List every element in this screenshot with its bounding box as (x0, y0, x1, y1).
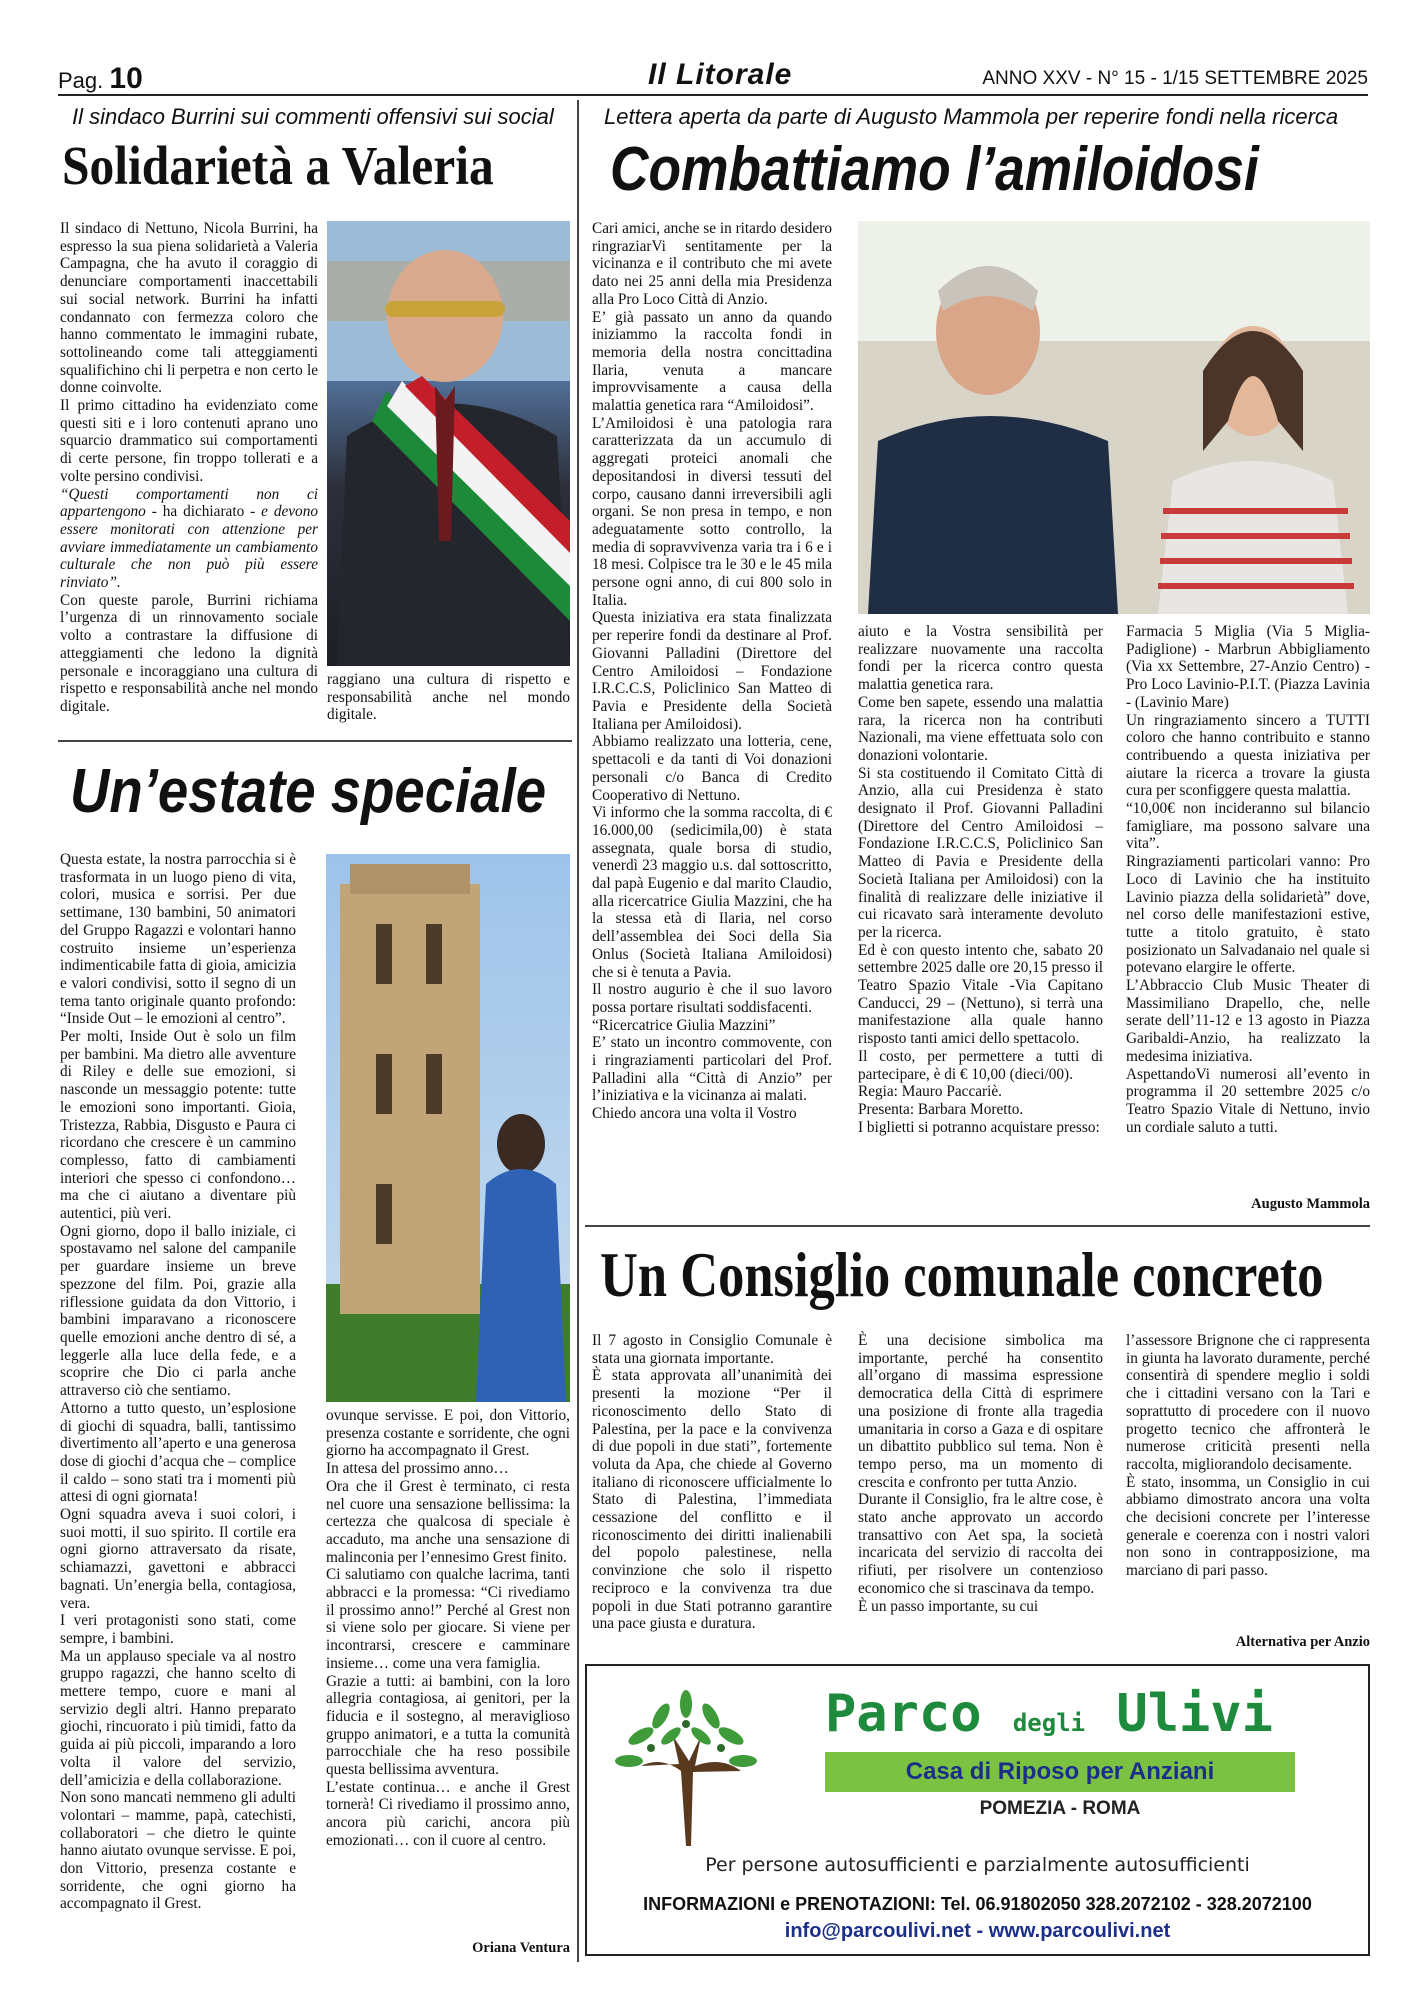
mammola-mazzini-photo-illustration (858, 221, 1370, 614)
a4-col1: Il 7 agosto in Consiglio Comunale è stata una giornata importante. È stata approvata all’unanimità dei presenti la mozione “Per il riconoscimento dello Stato di Palestina, per la pace e la convivenza di due popoli in due stati”, fortemente voluta da Apa, che chiede al Governo italiano di riconoscere ufficialmente lo Stato di Palestina, l’immediata cessazione del conflitto e il riconoscimento dei diritti inalienabili del popolo palestinese, nella convinzione che solo il rispetto reciproco e la convivenza tra due popoli in due Stati potranno garantire una pace giusta e duratura. (592, 1332, 832, 1633)
rule (58, 740, 572, 742)
rule (585, 1225, 1370, 1227)
a3-col3: Farmacia 5 Miglia (Via 5 Miglia-Padiglione) - Marbrun Abbigliamento (Via xx Settembre, 27-Anzio Centro) - Pro Loco Lavinio-P.I.T. (Piazza Lavinia - (Lavinio Mare) Un ringraziamento sincero a TUTTI coloro che hanno contribuito e stanno contribuendo a questa iniziativa per aiutare la ricerca a trovare la giusta cura per sconfiggere questa malattia. “10,00€ non incideranno sul bilancio famigliare, ma possono salvare una vita”. Ringraziamenti particolari vanno: Pro Loco di Lavinio che ha instituito Lavinio piazza della solidarietà” dove, nel corso delle manifestazioni estive, tutte a titolo gratuito, è stato posizionato un Salvadanaio nel quale si potevano elargire le offerte. L’Abbraccio Club Music Theater di Massimiliano Drapello, che, nelle serate dell’11-12 e 13 agosto in Piazza Garibaldi-Anzio, ha realizzato la medesima iniziativa. AspettandoVi numerosi all’evento in programma il 20 settembre 2025 c/o Teatro Spazio Vitale di Nettuno, invio un cordiale saluto a tutti. (1126, 623, 1370, 1136)
a1-body-tail: raggiano una cultura di rispetto e responsabilità anche nel mondo digitale. (327, 671, 570, 724)
mayor-photo-illustration (327, 221, 570, 666)
bell-tower-photo-illustration (326, 854, 570, 1402)
a4-signature: Alternativa per Anzio (1235, 1634, 1370, 1650)
a2-col1: Questa estate, la nostra parrocchia si è trasformata in un luogo pieno di vita, colori, musica e sorrisi. Per due settimane, 130 bambini, 50 animatori del Gruppo Ragazzi e volontari hanno costruito insieme un’esperienza indimenticabile fatta di gioia, amicizia e valori condivisi, sotto il segno di un tema tanto originale quanto profondo: “Inside Out – le emozioni al centro”. Per molti, Inside Out è solo un film per bambini. Ma dietro alle avventure di Riley e delle sue emozioni, si nasconde un messaggio potente: tutte le emozioni sono importanti. Gioia, Tristezza, Rabbia, Disgusto e Paura ci ricordano che crescere è un cammino complesso, fatto di cambiamenti interiori che spesso ci confondono… ma che ci aiutano a diventare più autentici, più veri. Ogni giorno, dopo il ballo iniziale, ci spostavamo nel salone del campanile per guardare insieme un breve spezzone del film. Poi, grazie alla riflessione guidata da don Vittorio, i bambini imparavano a riconoscere quelle emozioni anche dentro di sé, a leggerle alla luce della fede, e a scoprire che Dio ci parla anche attraverso ciò che sentiamo. Attorno a tutto questo, un’esplosione di giochi di squadra, balli, tantissimo divertimento all’aperto e una generosa dose di giochi d’acqua che – complice il caldo – sono stati tra i momenti più attesi di ogni giornata! Ogni squadra aveva i suoi colori, i suoi motti, il suo spirito. Il cortile era ogni giorno attraversato da risate, schiamazzi, gavettoni e abbracci bagnati. Un’energia bella, contagiosa, vera. I veri protagonisti sono stati, come sempre, i bambini. Ma un applauso speciale va al nostro gruppo ragazzi, che hanno scelto di mettere tempo, cuore e mani al servizio degli altri. Hanno preparato giochi, rincuorato i più timidi, fatto da guida ai più piccoli, imparando a loro volta il valore del servizio, dell’amicizia e della collaborazione. Non sono mancati nemmeno gli adulti volontari – mamme, papà, catechisti, collaboratori – che dietro le quinte hanno aiutato ovunque servisse. E poi, don Vittorio, presenza costante e sorridente, che ogni giorno ha accompagnato il Grest. (60, 851, 296, 1913)
a1-photo (327, 221, 570, 666)
a3-col1: Cari amici, anche se in ritardo desidero ringraziarVi sentitamente per la vicinanza e il contributo che mi avete dato nei 25 anni della mia Presidenza alla Pro Loco Città di Anzio. E’ già passato un anno da quando iniziammo la raccolta fondi in memoria della nostra concittadina Ilaria, venuta a mancare improvvisamente a causa della malattia genetica rara “Amiloidosi”. L’Amiloidosi è una patologia rara caratterizzata da un accumulo di aggregati proteici anomali che depositandosi in diversi tessuti del corpo, causano danni irreversibili agli organi. Se non presa in tempo, e non adeguatamente sotto controllo, la media di sopravvivenza varia tra i 6 e i 18 mesi. Colpisce tra le 30 e le 45 mila persone ogni anno, di cui 800 solo in Italia. Questa iniziativa era stata finalizzata per reperire fondi da destinare al Prof. Giovanni Palladini (Direttore del Centro Amiloidosi – Fondazione I.R.C.C.S, Policlinico San Matteo di Pavia e Presidente della Società Italiana per Amiloidosi). Abbiamo realizzato una lotteria, cene, spettacoli e da tanti di Voi donazioni personali c/o Banca di Credito Cooperativo di Nettuno. Vi informo che la somma raccolta, di € 16.000,00 (sedicimila,00) è stata assegnata, quale borsa di studio, venerdì 23 maggio u.s. dal sottoscritto, dal papà Eugenio e dal marito Claudio, alla ricercatrice Giulia Mazzini, che ha la stessa età di Ilaria, nel corso dell’assemblea dei Soci della Sia Onlus (Società Italiana Amiloidosi) che si è tenuta a Pavia. Il nostro augurio è che il suo lavoro possa portare risultati soddisfacenti. “Ricercatrice Giulia Mazzini” E’ stato un incontro commovente, con i ringraziamenti particolari del Prof. Palladini alla “Città di Anzio” per l’iniziativa e la vicinanza ai malati. Chiedo ancora una volta il Vostro (592, 220, 832, 1123)
a3-signature: Augusto Mammola (1251, 1196, 1370, 1212)
a2-col2: ovunque servisse. E poi, don Vittorio, presenza costante e sorridente, che ogni giorno ha accompagnato il Grest. In attesa del prossimo anno… Ora che il Grest è terminato, ci resta nel cuore una sensazione bellissima: la certezza che qualcosa di speciale è accaduto, ma anche una sensazione di malinconia per l’ennesimo Grest finito. Ci salutiamo con qualche lacrima, tanti abbracci e la promessa: “Ci rivediamo il prossimo anno!” Perché al Grest non si viene solo per giocare. Si viene per incontrarsi, crescere e camminare insieme… come una vera famiglia. Grazie a tutti: ai bambini, con la loro allegria contagiosa, ai genitori, per la fiducia e il sostegno, al meraviglioso gruppo animatori, e a tutta la comunità parrocchiale che ha reso possibile questa bellissima avventura. L’estate continua… e anche il Grest tornerà! Ci rivediamo il prossimo anno, ancora più carichi, ancora più emozionati… con il cuore al centro. (326, 1407, 570, 1849)
column-rule (577, 100, 579, 1962)
ad-subtitle: Casa di Riposo per Anziani (825, 1752, 1295, 1792)
a3-col2: aiuto e la Vostra sensibilità per realizzare nuovamente una raccolta fondi per la ricerca contro questa malattia genetica rara. Come ben sapete, essendo una malattia rara, la ricerca non ha contributi Nazionali, ma viene effettuata solo con donazioni volontarie. Si sta costituendo il Comitato Città di Anzio, alla cui Presidenza è stato designato il Prof. Giovanni Palladini (Direttore del Centro Amiloidosi – Fondazione I.R.C.C.S, Policlinico San Matteo di Pavia e Presidente della Società Italiana per Amiloidosi) con la finalità di realizzare delle iniziative il cui ricavato sarà interamente devoluto per la ricerca. Ed è con questo intento che, sabato 20 settembre 2025 dalle ore 20,15 presso il Teatro Spazio Vitale -Via Capitano Canducci, 29 – (Nettuno), si terrà una manifestazione alla quale hanno risposto tanti amici dello spettacolo. Il costo, per permettere a tutti di partecipare, è di € 10,00 (dieci/00). Regia: Mauro Paccariè. Presenta: Barbara Moretto. I biglietti si potranno acquistare presso: (858, 623, 1103, 1136)
a1-body: Il sindaco di Nettuno, Nicola Burrini, ha espresso la sua piena solidarietà a Valeria Campagna, che ha avuto il coraggio di denunciare comportamenti inaccettabili sui social network. Burrini ha infatti condannato con fermezza coloro che hanno commentato le immagini rubate, sottolineando come tali atteggiamenti squalifichino chi li perpetra e non certo le donne coinvolte. Il primo cittadino ha evidenziato come questi siti e i loro contenuti aprano uno squarcio drammatico sui comportamenti di certe persone, fin troppo tollerati e a volte persino condivisi. “Questi comportamenti non ci appartengono - ha dichiarato - e devono essere monitorati con attenzione per avviare immediatamente un cambiamento culturale che non può più essere rinviato”. Con queste parole, Burrini richiama l’urgenza di un rinnovamento sociale volto a contrastare la diffusione di atteggiamenti che ledono la dignità personale e incoraggiano una cultura di rispetto e responsabilità anche nel mondo digitale. (60, 220, 319, 715)
issue-info: ANNO XXV - N° 15 - 1/15 SETTEMBRE 2025 (982, 68, 1368, 89)
olive-tree-logo (601, 1676, 771, 1846)
page-number: Pag. 10 (58, 62, 143, 95)
a4-title: Un Consiglio comunale concreto (600, 1239, 1324, 1310)
ad-web-link[interactable]: info@parcoulivi.net - www.parcoulivi.net (784, 1920, 1171, 1942)
a2-photo (326, 854, 570, 1402)
ad-brand: Parco degli Ulivi (825, 1684, 1273, 1744)
a3-kicker: Lettera aperta da parte di Augusto Mammola per reperire fondi nella ricerca (604, 104, 1339, 129)
page-header (58, 58, 1368, 96)
ad-contact: INFORMAZIONI e PRENOTAZIONI: Tel. 06.91802050 328.2072102 - 328.2072100 (643, 1894, 1312, 1914)
a4-col2: È una decisione simbolica ma importante, perché ha consentito all’organo di massima espressione democratica della Città di esprimere una posizione di fronte alla tragedia umanitaria in corso a Gaza e di ospitare un dibattito pubblico sul tema. Non è tempo perso, ma un momento di crescita e confronto per tutta Anzio. Durante il Consiglio, fra le altre cose, è stato anche approvato un accordo transattivo con Aet spa, la società incaricata del servizio di raccolta dei rifiuti, per risolvere un contenzioso economico che si trascinava da tempo. È un passo importante, su cui (858, 1332, 1103, 1615)
a1-title: Solidarietà a Valeria (62, 135, 494, 196)
a3-title: Combattiamo l’amiloidosi (610, 135, 1259, 204)
a2-title: Un’estate speciale (70, 757, 547, 826)
masthead: Il Litorale (648, 58, 793, 91)
a4-col3: l’assessore Brignone che ci rappresenta in giunta ha lavorato duramente, perché consentirà di spendere meglio i soldi che i cittadini versano con la Tari e soprattutto di procedere con il nuovo progetto tecnico che affronterà le numerose criticità presenti nella raccolta, migliorandolo decisamente. È stato, insomma, un Consiglio in cui abbiamo dimostrato ancora una volta che decisioni concrete per l’interesse generale e coerenza con i nostri valori non sono in contrapposizione, ma marciano di pari passo. (1126, 1332, 1370, 1580)
a1-kicker: Il sindaco Burrini sui commenti offensivi sui social (72, 104, 554, 129)
ad-location: POMEZIA - ROMA (979, 1798, 1141, 1819)
a2-signature: Oriana Ventura (472, 1940, 570, 1956)
a3-photo (858, 221, 1370, 614)
advertisement (585, 1664, 1370, 1956)
ad-description: Per persone autosufficienti e parzialmente autosufficienti (705, 1854, 1250, 1876)
